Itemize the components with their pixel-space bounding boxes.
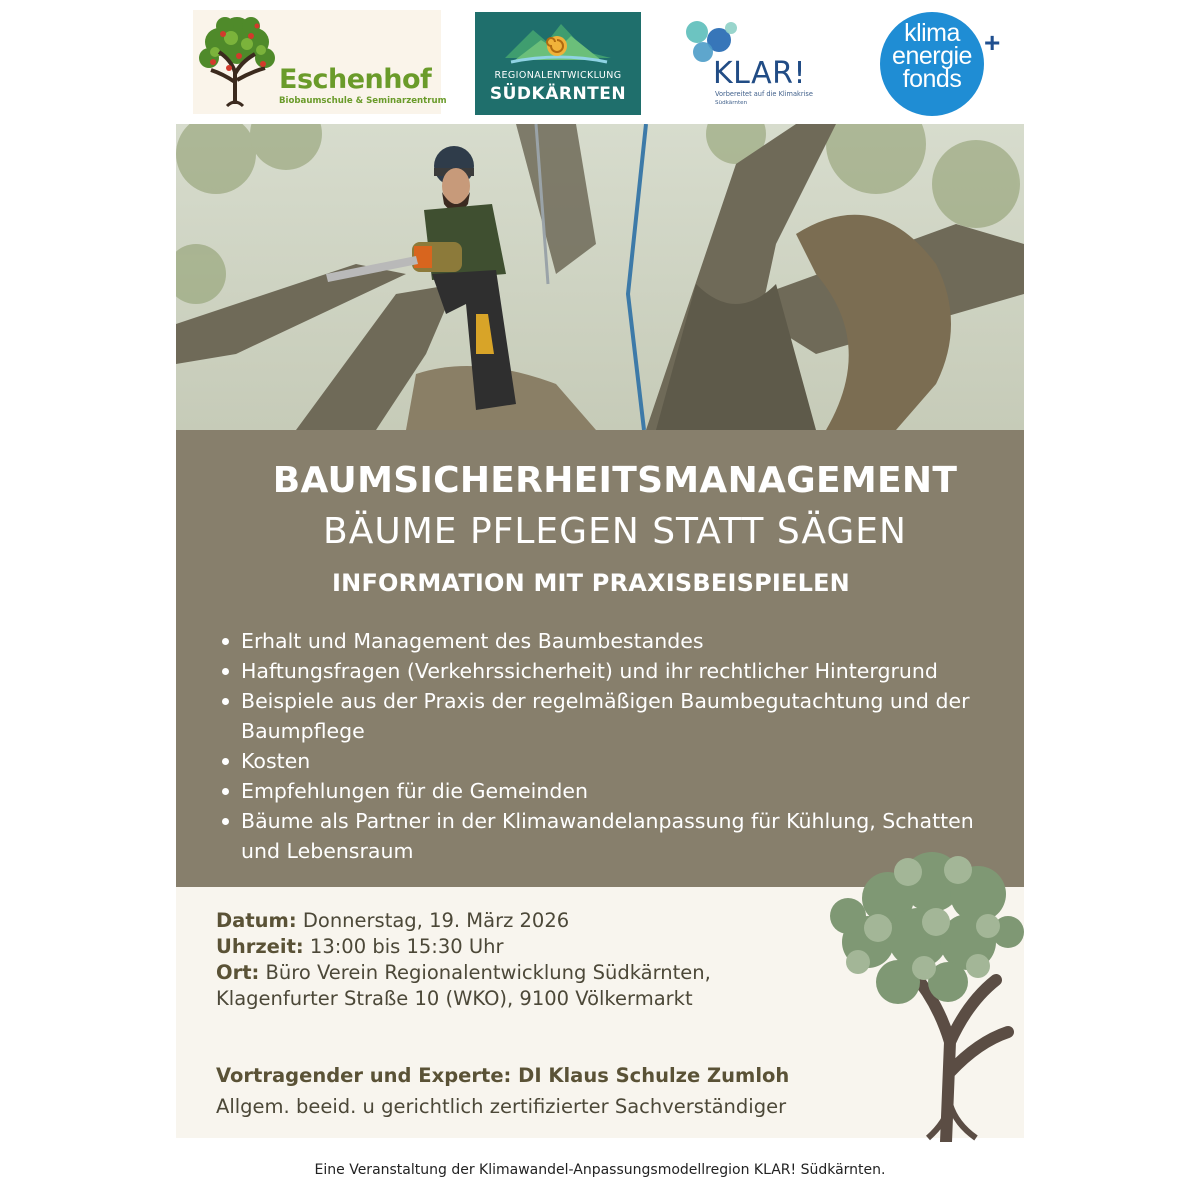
kef-line-2: energie <box>892 42 972 70</box>
topic-list <box>219 626 999 866</box>
list-item-text: Bäume als Partner in der Klimawandelanpassung für Kühlung, Schatten und Lebensraum <box>241 809 974 863</box>
footer-note: Eine Veranstaltung der Klimawandel-Anpassungsmodellregion KLAR! Südkärnten. <box>314 1162 886 1178</box>
regionalentwicklung-main: SÜDKÄRNTEN <box>489 84 627 104</box>
list-item-text: Haftungsfragen (Verkehrssicherheit) und ihr rechtlicher Hintergrund <box>241 659 938 683</box>
klar-tagline: Vorbereitet auf die Klimakrise <box>715 90 813 98</box>
regionalentwicklung-logo <box>475 12 641 115</box>
klima-energie-fonds-logo <box>880 12 1010 116</box>
eschenhof-subtitle: Biobaumschule & Seminarzentrum <box>279 96 447 106</box>
bullet-icon <box>222 758 229 765</box>
kef-plus: + <box>984 27 1001 58</box>
event-details <box>216 908 711 1012</box>
klar-region: Südkärnten <box>715 100 748 106</box>
page-subtitle: BÄUME PFLEGEN STATT SÄGEN <box>323 511 907 552</box>
arborist-photo <box>176 124 1024 430</box>
bullet-icon <box>222 818 229 825</box>
event-place-line-2: Klagenfurter Straße 10 (WKO), 9100 Völkermarkt <box>216 987 693 1010</box>
list-item-text: Erhalt und Management des Baumbestandes <box>241 629 704 653</box>
klar-logo <box>683 18 843 118</box>
list-item-text: Beispiele aus der Praxis der regelmäßigen Baumbegutachtung und der Baumpflege <box>241 689 970 743</box>
klar-name: KLAR! <box>713 56 806 91</box>
list-item-text: Empfehlungen für die Gemeinden <box>241 779 588 803</box>
list-item <box>219 776 999 806</box>
speaker-name: Vortragender und Experte: DI Klaus Schulze Zumloh <box>216 1064 790 1087</box>
logo-row <box>0 0 1200 122</box>
list-item <box>219 626 999 656</box>
bullet-icon <box>222 698 229 705</box>
eschenhof-logo <box>193 10 447 114</box>
event-date: Donnerstag, 19. März 2026 <box>302 909 570 932</box>
event-time-line <box>216 934 711 960</box>
mountain-spiral-icon <box>475 12 641 72</box>
kef-line-1: klima <box>904 19 960 47</box>
event-place-line <box>216 960 711 986</box>
apple-tree-icon <box>195 12 279 112</box>
list-item <box>219 686 999 746</box>
eschenhof-name: Eschenhof <box>279 64 432 95</box>
date-label: Datum: <box>216 909 297 932</box>
page-title: BAUMSICHERHEITSMANAGEMENT <box>272 460 958 501</box>
bullet-icon <box>222 668 229 675</box>
regionalentwicklung-top: REGIONALENTWICKLUNG <box>494 70 622 81</box>
list-item <box>219 656 999 686</box>
kef-line-3: fonds <box>902 65 962 93</box>
page-tagline: INFORMATION MIT PRAXISBEISPIELEN <box>332 569 850 597</box>
bullet-icon <box>222 638 229 645</box>
bullet-icon <box>222 788 229 795</box>
place-label: Ort: <box>216 961 260 984</box>
tree-illustration-icon <box>828 842 1024 1142</box>
time-label: Uhrzeit: <box>216 935 304 958</box>
speaker-description: Allgem. beeid. u gerichtlich zertifizierter Sachverständiger <box>216 1095 787 1118</box>
kef-text <box>882 19 982 93</box>
arborist-in-tree-image <box>176 124 1024 430</box>
event-time: 13:00 bis 15:30 Uhr <box>309 935 504 958</box>
event-date-line <box>216 908 711 934</box>
event-place-line-1: Büro Verein Regionalentwicklung Südkärnten, <box>265 961 711 984</box>
list-item <box>219 746 999 776</box>
list-item-text: Kosten <box>241 749 311 773</box>
